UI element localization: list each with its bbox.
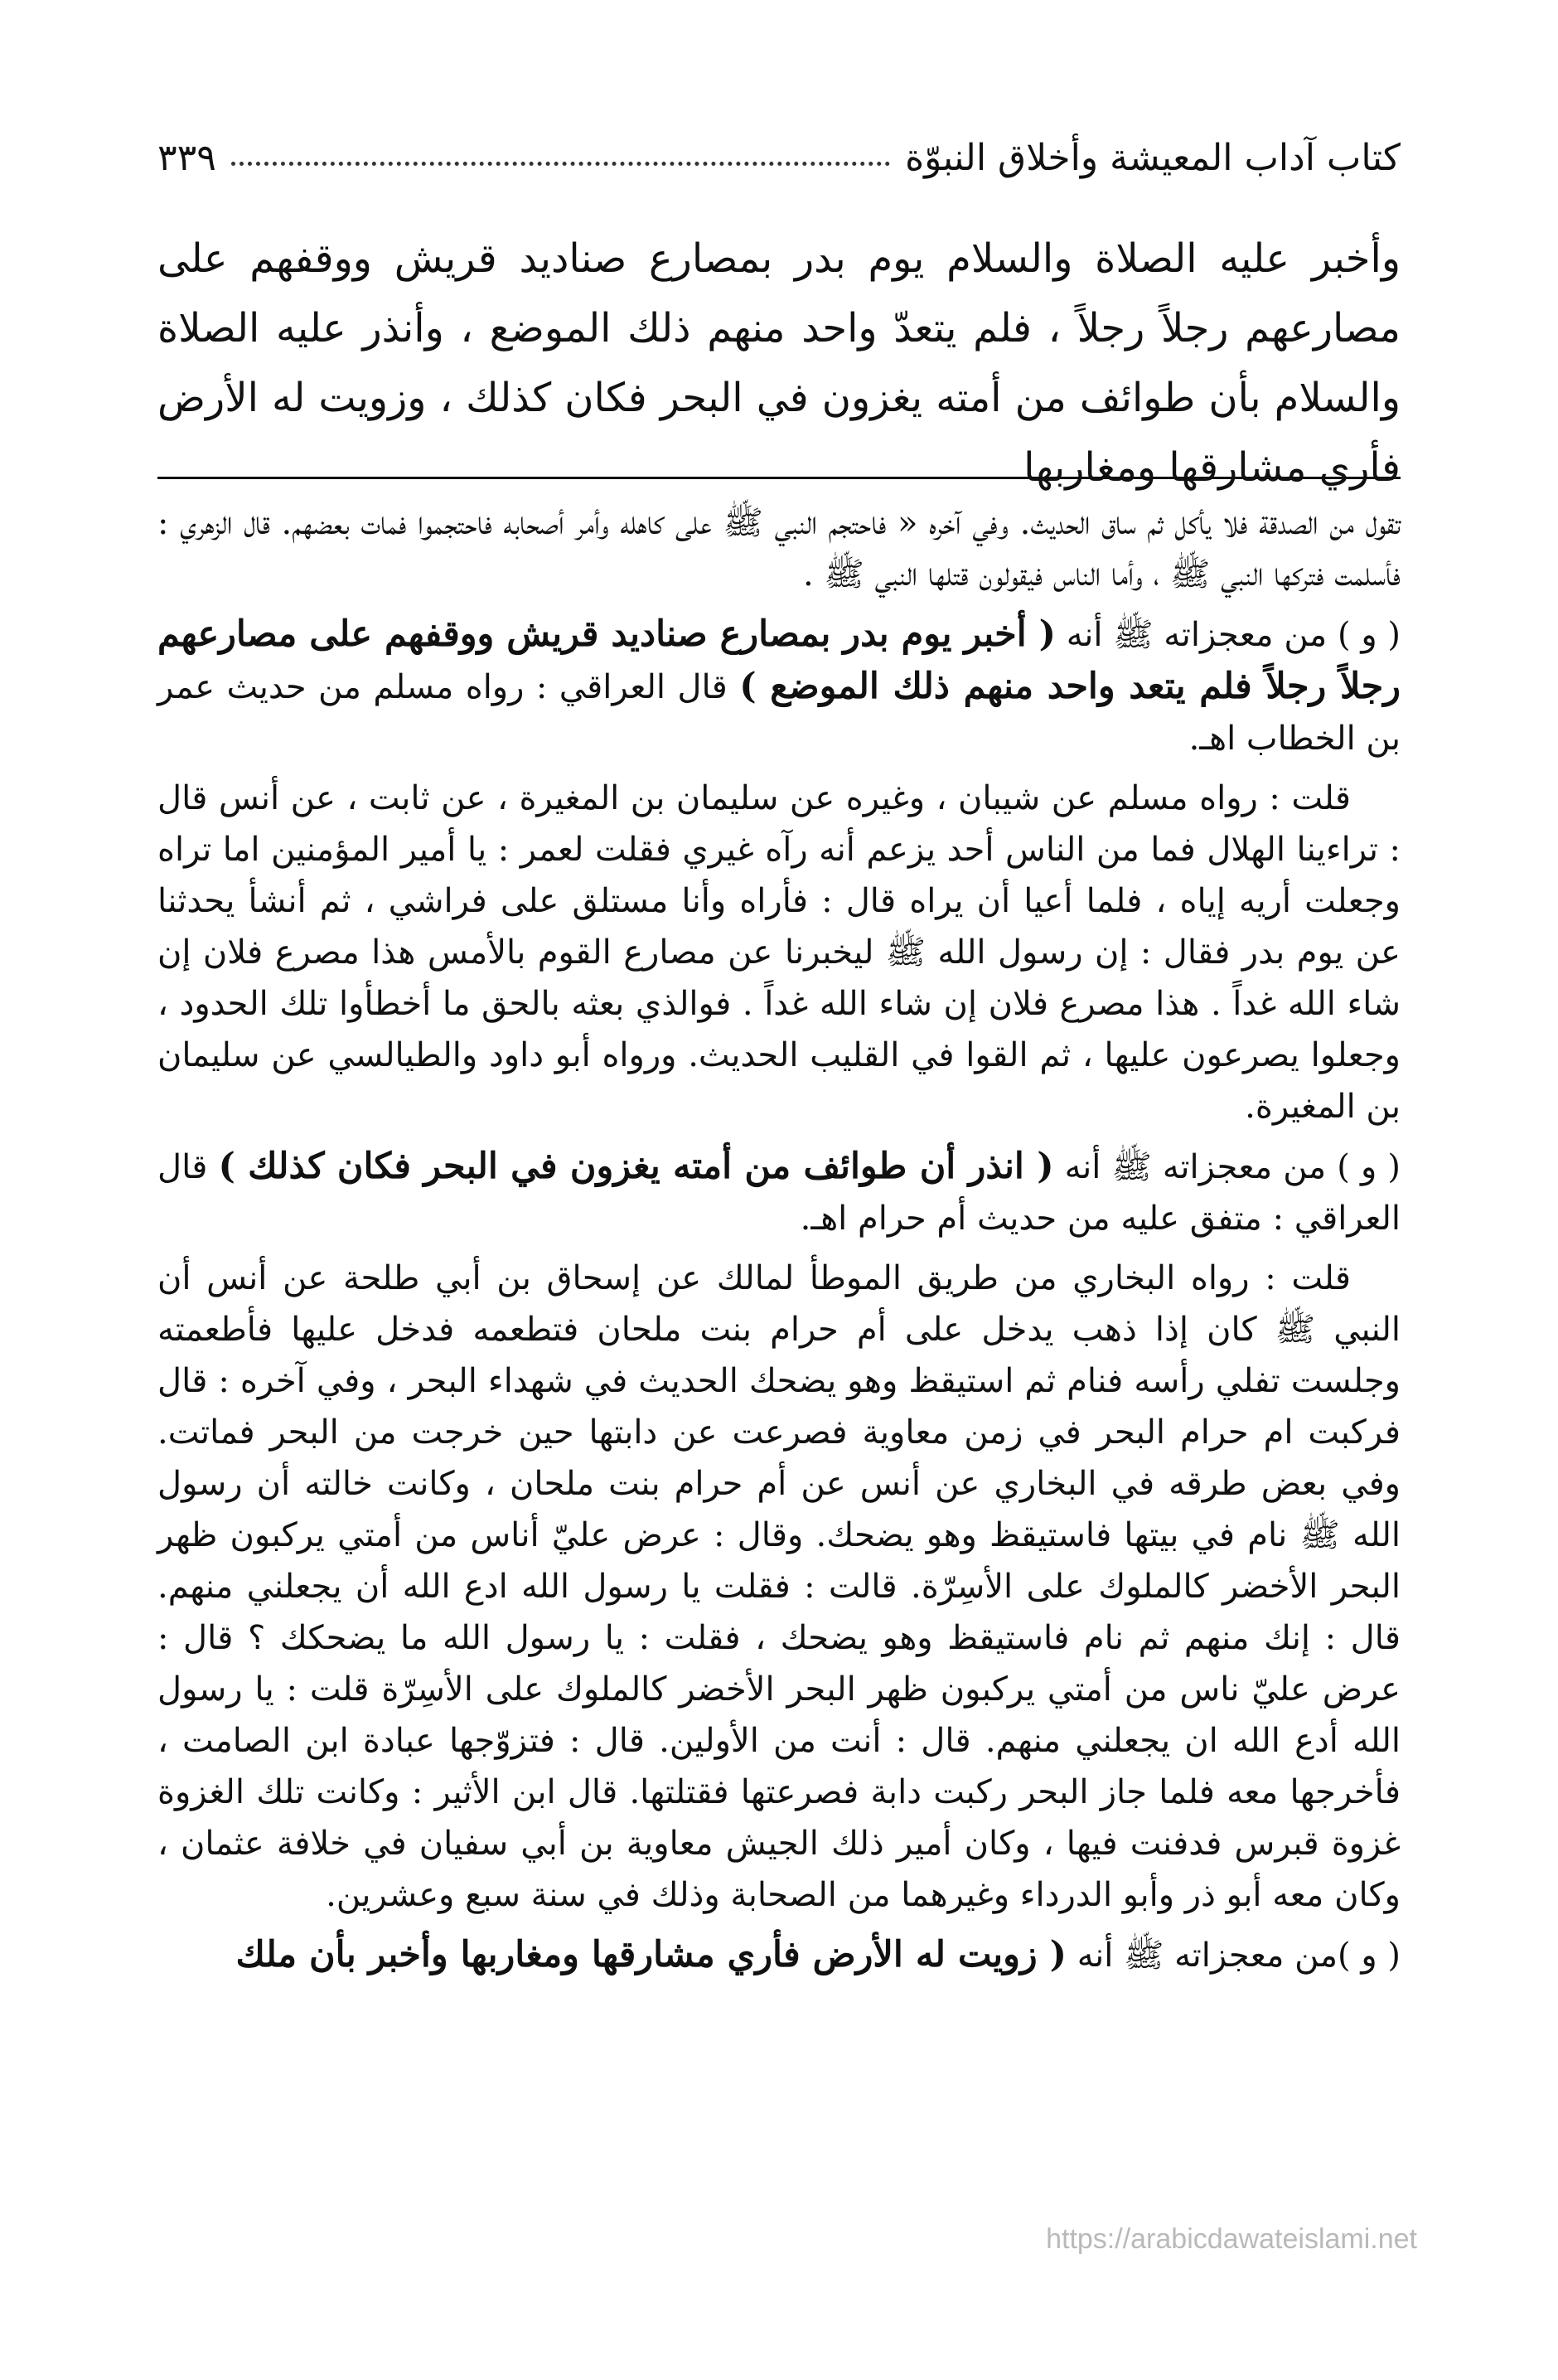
commentary-paragraph-1: تقول من الصدقة فلا يأكل ثم ساق الحديث. وفي آخره « فاحتجم النبي ﷺ على كاهله وأمر أصحابه فاحتجموا فمات بعضهم. قال الزهري : فأسلمت فتركها النبي ﷺ ، وأما الناس فيقولون قتلها النبي ﷺ . [157, 504, 1401, 594]
hadith-quote: ( زويت له الأرض فأري مشارقها ومغاربها وأخبر بأن ملك [235, 1934, 1067, 1975]
commentary-paragraph-2 [157, 608, 1401, 764]
commentary [157, 497, 1401, 1990]
hadith-quote: ( انذر أن طوائف من أمته يغزون في البحر فكان كذلك ) [218, 1146, 1054, 1187]
hadith-intro: ( و )من معجزاته ﷺ أنه [1077, 1936, 1401, 1975]
footnote-separator [157, 477, 1401, 479]
commentary-paragraph-5: قلت : رواه البخاري من طريق الموطأ لمالك عن إسحاق بن أبي طلحة عن أنس أن النبي ﷺ كان إذا ذهب يدخل على أم حرام بنت ملحان فتطعمه فدخل عليها فأطعمته وجلست تفلي رأسه فنام ثم استيقظ وهو يضحك الحديث في شهداء البحر ، وفي آخره : قال فركبت ام حرام البحر في زمن معاوية فصرعت عن دابتها حين خرجت من البحر فماتت. وفي بعض طرقه في البخاري عن أنس عن أم حرام بنت ملحان ، وكانت خالته أن رسول الله ﷺ نام في بيتها فاستيقظ وهو يضحك. وقال : عرض عليّ أناس من أمتي يركبون ظهر البحر الأخضر كالملوك على الأسِرّة. قالت : فقلت يا رسول الله ادع الله أن يجعلني منهم. قال : إنك منهم ثم نام فاستيقظ وهو يضحك ، فقلت : يا رسول الله ما يضحكك ؟ قال : عرض عليّ ناس من أمتي يركبون ظهر البحر الأخضر كالملوك على الأسِرّة قلت : يا رسول الله أدع الله ان يجعلني منهم. قال : أنت من الأولين. قال : فتزوّجها عبادة ابن الصامت ، فأخرجها معه فلما جاز البحر ركبت دابة فصرعتها فقتلتها. قال ابن الأثير : وكانت تلك الغزوة غزوة قبرس فدفنت فيها ، وكان أمير ذلك الجيش معاوية بن أبي سفيان في خلافة عثمان ، وكان معه أبو ذر وأبو الدرداء وغيرهما من الصحابة وذلك في سنة سبع وعشرين. [157, 1259, 1401, 1914]
main-text: وأخبر عليه الصلاة والسلام يوم بدر بمصارع صناديد قريش ووقفهم على مصارعهم رجلاً رجلاً ، فلم يتعدّ واحد منهم ذلك الموضع ، وأنذر عليه الصلاة والسلام بأن طوائف من أمته يغزون في البحر فكان كذلك ، وزويت له الأرض فأري مشارقها ومغاربها [157, 235, 1401, 491]
page-number: ٣٣٩ [157, 136, 216, 179]
commentary-paragraph-6 [157, 1929, 1401, 1981]
commentary-paragraph-4 [157, 1141, 1401, 1244]
hadith-quote: ( أخبر يوم بدر بمصارع صناديد قريش ووقفهم على مصارعهم رجلاً رجلاً فلم يتعد واحد منهم ذلك الموضع ) [157, 613, 1401, 707]
page-header [157, 124, 1401, 191]
hadith-intro: ( و ) من معجزاته ﷺ أنه [1066, 616, 1401, 654]
hadith-intro: ( و ) من معجزاته ﷺ أنه [1064, 1148, 1401, 1186]
hadith-source: قال العراقي : رواه مسلم من حديث عمر بن الخطاب اهـ. [157, 668, 1401, 758]
running-title: كتاب آداب المعيشة وأخلاق النبوّة [905, 136, 1401, 179]
commentary-paragraph-3: قلت : رواه مسلم عن شيبان ، وغيره عن سليمان بن المغيرة ، عن ثابت ، عن أنس قال : تراءينا الهلال فما من الناس أحد يزعم أنه رآه غيري فقلت لعمر : يا أمير المؤمنين اما تراه وجعلت أريه إياه ، فلما أعيا أن يراه قال : فأراه وأنا مستلق على فراشي ، ثم أنشأ يحدثنا عن يوم بدر فقال : إن رسول الله ﷺ ليخبرنا عن مصارع القوم بالأمس هذا مصرع فلان إن شاء الله غداً . هذا مصرع فلان إن شاء الله غداً . فوالذي بعثه بالحق ما أخطأوا تلك الحدود ، وجعلوا يصرعون عليها ، ثم القوا في القليب الحديث. ورواه أبو داود والطيالسي عن سليمان بن المغيرة. [157, 779, 1401, 1126]
hadith-source: قال العراقي : متفق عليه من حديث أم حرام اهـ. [157, 1148, 1401, 1238]
leader-dots [231, 162, 890, 166]
watermark-url: https://arabicdawateislami.net [1046, 2223, 1417, 2255]
